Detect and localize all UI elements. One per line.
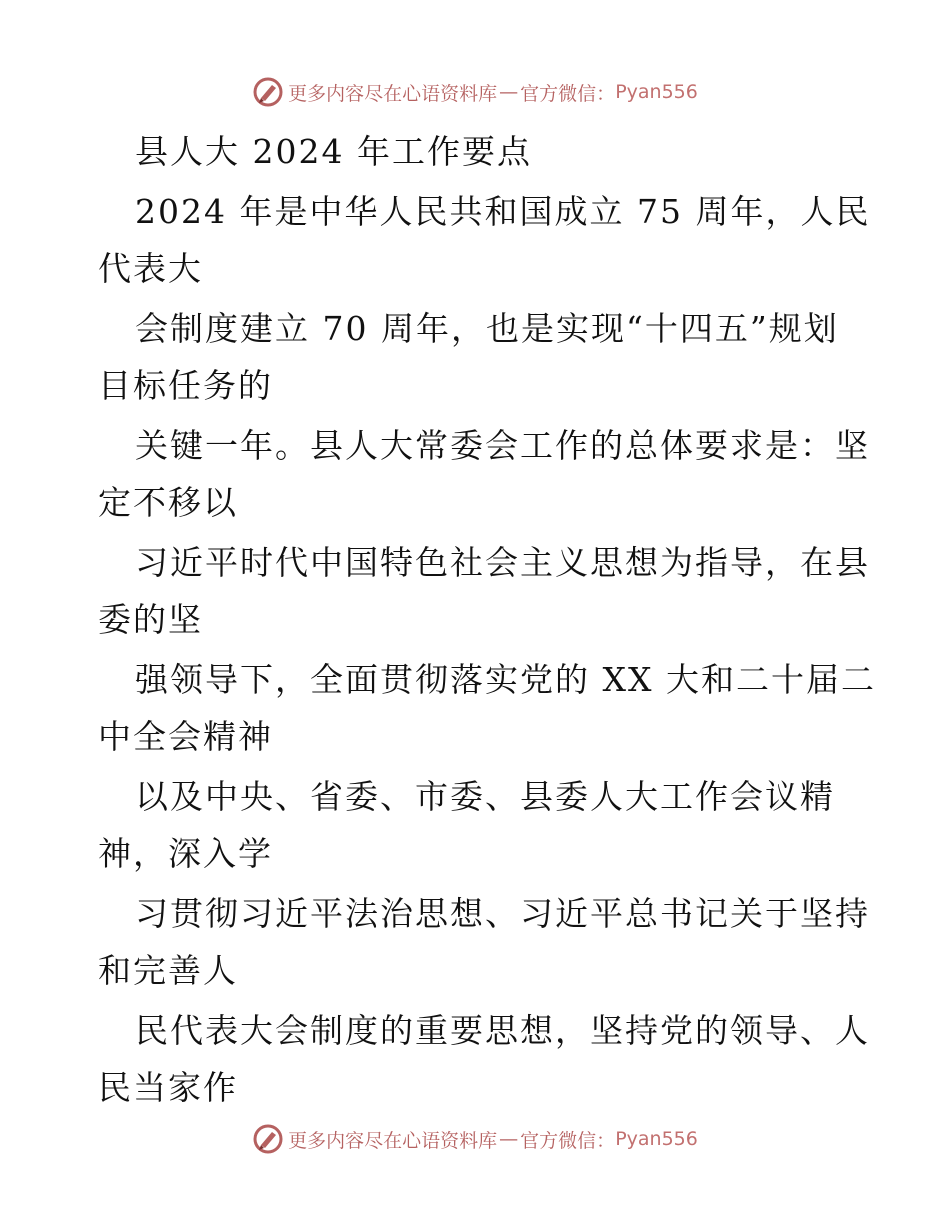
pen-logo-icon xyxy=(252,1123,284,1155)
text-line: 以及中央、省委、市委、县委人大工作会议精 xyxy=(135,777,835,816)
footer-banner xyxy=(0,1119,950,1159)
text-line: 强领导下，全面贯彻落实党的 XX 大和二十届二 xyxy=(135,660,876,699)
banner-separator: — xyxy=(499,81,519,103)
text-line: 关键一年。县人大常委会工作的总体要求是：坚 xyxy=(135,426,870,465)
banner-text: 更多内容尽在心语资料库 xyxy=(288,1129,498,1152)
text-line: 会制度建立 70 周年，也是实现“十四五”规划 xyxy=(135,309,839,348)
text-line: 和完善人 xyxy=(98,951,238,990)
banner-wechat-label: 官方微信： xyxy=(520,82,616,105)
text-line: 习近平时代中国特色社会主义思想为指导，在县 xyxy=(135,543,870,582)
text-line: 习贯彻习近平法治思想、习近平总书记关于坚持 xyxy=(135,894,870,933)
text-line: 中全会精神 xyxy=(98,717,273,756)
banner-handle: Pyan556 xyxy=(615,81,698,103)
banner-wechat-label: 官方微信： xyxy=(520,1129,616,1152)
document-title: 县人大 2024 年工作要点 xyxy=(135,132,532,171)
text-line: 目标任务的 xyxy=(98,366,273,405)
text-line: 定不移以 xyxy=(98,483,238,522)
text-line: 民代表大会制度的重要思想，坚持党的领导、人 xyxy=(135,1011,870,1050)
text-line: 2024 年是中华人民共和国成立 75 周年，人民 xyxy=(135,192,871,231)
banner-handle: Pyan556 xyxy=(615,1128,698,1150)
text-line: 民当家作 xyxy=(98,1068,238,1107)
text-line: 委的坚 xyxy=(98,600,203,639)
text-line: 神，深入学 xyxy=(98,834,273,873)
banner-separator: — xyxy=(499,1128,519,1150)
text-line: 代表大 xyxy=(98,249,203,288)
banner-text: 更多内容尽在心语资料库 xyxy=(288,82,498,105)
